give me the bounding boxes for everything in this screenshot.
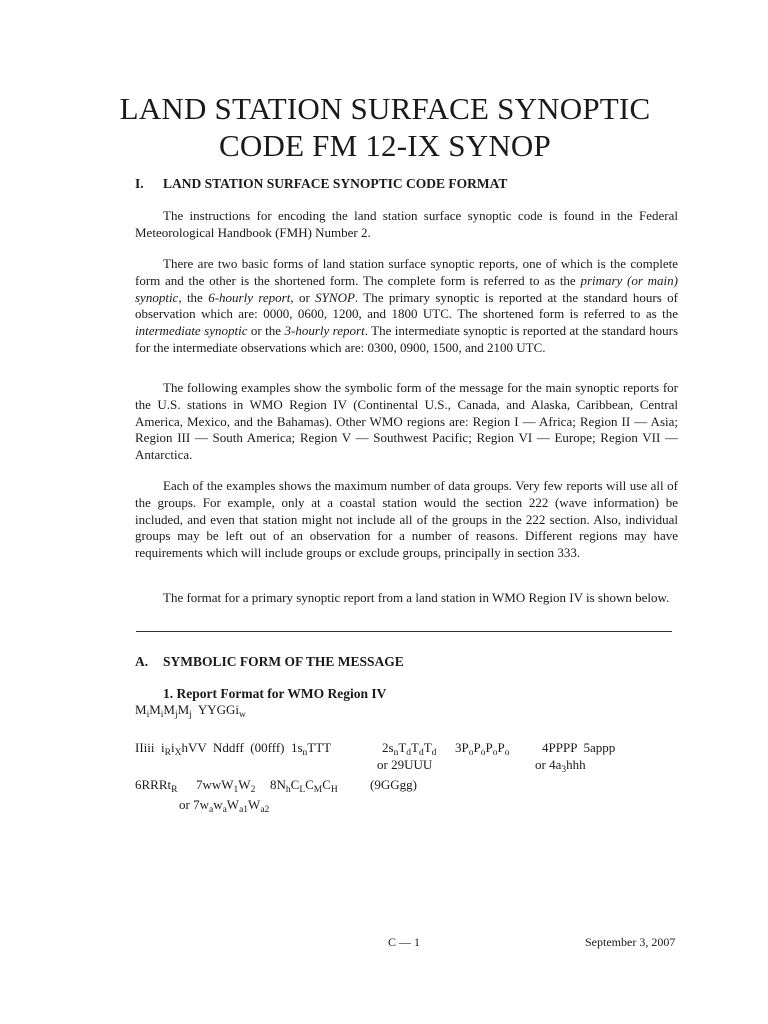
code-symbol: j bbox=[174, 710, 178, 720]
code-symbol: a2 bbox=[260, 805, 270, 815]
code-line-2-group-3 bbox=[455, 740, 509, 758]
code-symbol: n bbox=[302, 748, 308, 758]
code-line-3-alt-2 bbox=[535, 757, 586, 775]
paragraph-4-text: Each of the examples shows the maximum number of data groups. Very few reports will use all of the groups. For example, only at a coastal station would the section 222 (wave information) be included, and even that station might not include all of the groups in the 222 section. Also, individual groups may be left out of an observation for a number of reasons. Different regions may have requirements which will include groups or exclude groups, principally in section 333. bbox=[135, 478, 678, 561]
code-symbol: a bbox=[222, 805, 227, 815]
code-symbol: C bbox=[322, 777, 331, 792]
paragraph-1-text: The instructions for encoding the land station surface synoptic code is found in the Federal Meteorological Handbook (FMH) Number 2. bbox=[135, 208, 678, 240]
code-line-1 bbox=[135, 702, 246, 720]
code-symbol: 2s bbox=[382, 740, 394, 755]
code-symbol: L bbox=[299, 785, 306, 795]
code-symbol: 7wwW bbox=[196, 777, 234, 792]
code-symbol: 2 bbox=[250, 785, 256, 795]
title-line-2: CODE FM 12-IX SYNOP bbox=[219, 128, 551, 163]
code-symbol: o bbox=[480, 748, 486, 758]
code-symbol: X bbox=[174, 748, 182, 758]
horizontal-rule bbox=[136, 631, 672, 632]
code-symbol: R bbox=[171, 785, 178, 795]
code-symbol: M bbox=[313, 785, 323, 795]
code-line-4-group-4: (9GGgg) bbox=[370, 777, 417, 792]
code-symbol: 8N bbox=[270, 777, 286, 792]
p2-text-1: There are two basic forms of land station surface synoptic reports, one of which is the complete form and the other is the shortened form. The complete form is referred to as the bbox=[135, 256, 678, 288]
p2-text-5: or the bbox=[247, 323, 285, 339]
code-symbol: h bbox=[285, 785, 291, 795]
title-line-1: LAND STATION SURFACE SYNOPTIC bbox=[119, 91, 651, 126]
code-symbol: T bbox=[411, 740, 419, 755]
paragraph-1 bbox=[135, 208, 678, 242]
code-line-4-group-3 bbox=[270, 777, 338, 795]
code-line-4-group-2 bbox=[196, 777, 255, 795]
p2-text-6: . The intermediate synoptic is reported at the standard hours for the intermediate observations which are: 0300, 0900, 1500, and 2100 UTC. bbox=[135, 323, 679, 355]
p2-italic-1: primary (or main) synoptic bbox=[135, 272, 679, 305]
code-symbol: W bbox=[248, 797, 261, 812]
code-symbol: or 4a bbox=[535, 757, 562, 772]
paragraph-4 bbox=[135, 478, 678, 562]
code-symbol: hhh bbox=[566, 757, 586, 772]
code-symbol: M bbox=[177, 702, 190, 717]
code-symbol: P bbox=[497, 740, 505, 755]
paragraph-2 bbox=[135, 256, 678, 357]
code-symbol: H bbox=[330, 785, 338, 795]
code-symbol: P bbox=[473, 740, 481, 755]
code-symbol: d bbox=[418, 748, 424, 758]
code-symbol: i bbox=[170, 740, 175, 755]
code-symbol: T bbox=[423, 740, 432, 755]
footer-date: September 3, 2007 bbox=[585, 935, 676, 949]
code-symbol: 1 bbox=[233, 785, 239, 795]
code-symbol: i bbox=[160, 710, 164, 720]
code-line-3-alt-1: or 29UUU bbox=[377, 757, 433, 772]
code-symbol: or 7w bbox=[179, 797, 209, 812]
code-symbol: a bbox=[208, 805, 214, 815]
code-line-4-group-1 bbox=[135, 777, 177, 795]
section-title: LAND STATION SURFACE SYNOPTIC CODE FORMAT bbox=[163, 176, 508, 191]
p2-italic-2: 6-hourly report bbox=[208, 289, 291, 305]
code-symbol: a1 bbox=[239, 805, 249, 815]
code-symbol: 3P bbox=[455, 740, 469, 755]
section-number: I. bbox=[135, 176, 144, 191]
p2-text-3: , or bbox=[290, 289, 316, 305]
code-symbol: W bbox=[238, 777, 251, 792]
code-line-5 bbox=[179, 797, 269, 815]
paragraph-5-text: The format for a primary synoptic report from a land station in WMO Region IV is shown below. bbox=[163, 590, 670, 605]
code-symbol: IIiii i bbox=[135, 740, 165, 755]
code-symbol: j bbox=[189, 710, 192, 720]
code-line-2-group-4: 4PPPP 5appp bbox=[542, 740, 616, 755]
section-a-title: SYMBOLIC FORM OF THE MESSAGE bbox=[163, 654, 404, 669]
code-symbol: o bbox=[492, 748, 498, 758]
subheading-report-format: 1. Report Format for WMO Region IV bbox=[163, 686, 387, 701]
p2-italic-3: SYNOP bbox=[315, 289, 355, 305]
paragraph-3 bbox=[135, 380, 678, 464]
code-symbol: M bbox=[135, 702, 147, 717]
code-symbol: T bbox=[398, 740, 407, 755]
code-symbol: R bbox=[164, 748, 171, 758]
code-symbol: C bbox=[305, 777, 314, 792]
p2-italic-5: 3-hourly report bbox=[284, 323, 365, 339]
p2-text-4: . The primary synoptic is reported at the standard hours of observation which are: 0000, 0600, 1200, and 1800 UTC. The shortened form is referred to as the bbox=[135, 289, 678, 322]
code-symbol: W bbox=[226, 797, 240, 812]
code-symbol: M bbox=[163, 702, 175, 717]
code-symbol: d bbox=[406, 748, 412, 758]
section-letter: A. bbox=[135, 654, 149, 669]
code-symbol: C bbox=[290, 777, 300, 792]
code-symbol: w bbox=[239, 710, 246, 720]
code-symbol: o bbox=[504, 748, 510, 758]
code-line-2 bbox=[135, 740, 331, 758]
p2-italic-4: intermediate synoptic bbox=[135, 323, 248, 339]
code-symbol: i bbox=[146, 710, 150, 720]
code-line-2-group-2 bbox=[382, 740, 436, 758]
p2-text-2: , the bbox=[178, 289, 209, 305]
code-symbol: n bbox=[393, 748, 399, 758]
section-heading-a bbox=[135, 654, 404, 670]
code-symbol: hVV Nddff (00fff) 1s bbox=[181, 740, 303, 755]
code-symbol: TTT bbox=[307, 740, 332, 755]
code-symbol: d bbox=[431, 748, 437, 758]
code-symbol: M bbox=[149, 702, 161, 717]
code-symbol: o bbox=[468, 748, 474, 758]
code-symbol: YYGGi bbox=[191, 702, 239, 717]
paragraph-3-text: The following examples show the symbolic form of the message for the main synoptic reports for the U.S. stations in WMO Region IV (Continental U.S., Canada, and Alaska, Caribbean, Central America, Mexico, and the Bahamas). Other WMO regions are: Region I — Africa; Region II — Asia; Region III — South America; Region V — Southwest Pacific; Region VI — Europe; Region VII — Antarctica. bbox=[135, 380, 678, 463]
code-symbol: 6RRRt bbox=[135, 777, 172, 792]
section-heading-1 bbox=[135, 176, 507, 192]
page-number: C — 1 bbox=[388, 935, 421, 949]
paragraph-5 bbox=[135, 590, 678, 607]
code-symbol: P bbox=[485, 740, 493, 755]
code-symbol: 3 bbox=[561, 765, 567, 775]
code-symbol: w bbox=[213, 797, 223, 812]
page-title bbox=[90, 90, 680, 164]
